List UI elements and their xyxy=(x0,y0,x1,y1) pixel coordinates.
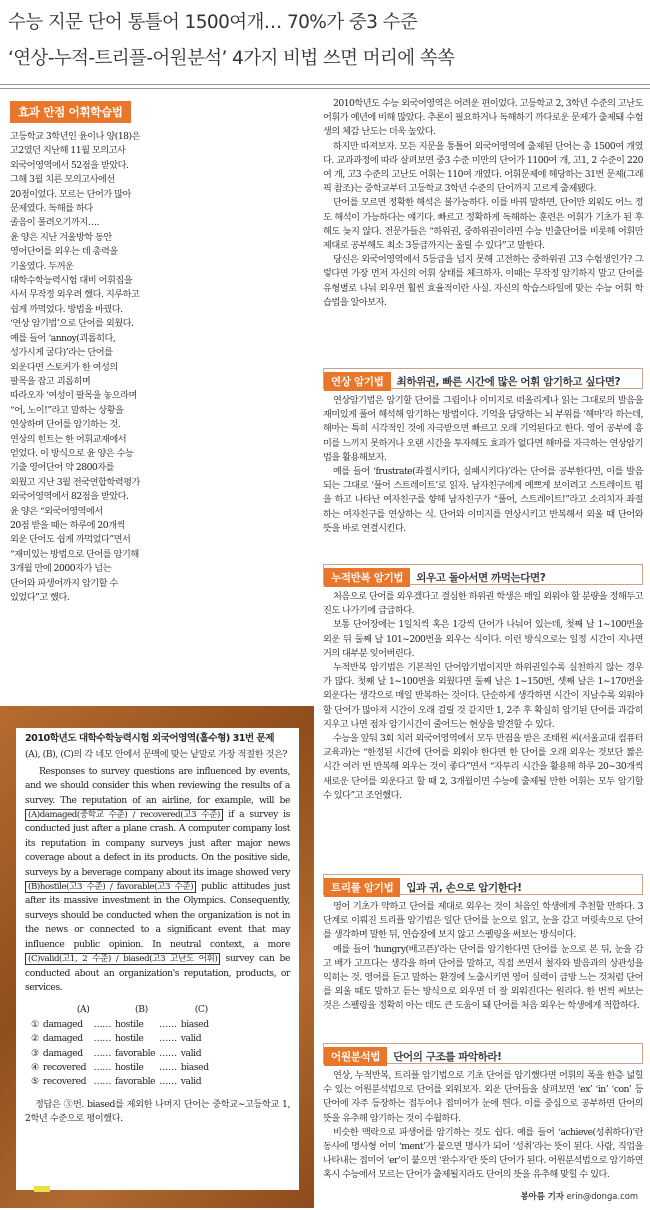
intro-text xyxy=(323,97,643,310)
sidebar-line: 있었다”고 했다. xyxy=(10,592,70,603)
sidebar-line: 예를 들어 ‘annoy(괴롭히다, xyxy=(10,332,116,344)
option-dots: …… xyxy=(93,1061,112,1073)
sidebar-line: “어, 노이!”라고 말하는 상황을 xyxy=(10,404,124,416)
section-label: 연상 암기법 xyxy=(324,372,391,391)
section-text-triple xyxy=(323,900,643,1014)
header-rule xyxy=(0,84,650,85)
passage-text: if a survey is conducted just after a plane crash. A computer company lost its reputation in company surveys just after major news coverage about a defect in its products. On the positive side, surveys by a beverage company about its image showed very xyxy=(25,809,290,878)
section-header-association xyxy=(323,368,643,389)
option-number: ① xyxy=(31,1018,39,1030)
blank-a: (A)damaged(중학교 수준) / recovered(고3 수준) xyxy=(25,809,223,821)
highlight-marker xyxy=(34,1186,50,1192)
sidebar-line: 연상의 힌트는 한 어휘교재에서 xyxy=(10,433,127,445)
blank-b: (B)hostile(고3 수준) / favorable(고3 수준) xyxy=(25,881,196,893)
section-paragraph: 영어 기초가 약하고 단어를 제대로 외우는 것이 처음인 학생에게 추천할 만하다. 3단계로 이뤄진 트리플 암기법은 일단 단어를 눈으로 읽고, 눈을 감고 머릿속으로 단어를 생각하며 말한 뒤, 연습장에 보지 않고 스펠링을 써보는 방식이다. xyxy=(323,901,643,941)
section-paragraph: 비슷한 맥락으로 파생어를 암기하는 것도 쉽다. 예를 들어 ‘achieve(성취하다)’란 동사에 명사형 어미 ‘ment’가 붙으면 명사가 되어 ‘성취’라는 뜻이 된다. 사람, 직업을 나타내는 접미어 ‘er’이 붙으면 ‘완수자’란 뜻의 단어가 된다. 어원분석법으로 암기하면 혹시 수능에서 모르는 단어가 출제될지라도 단어의 뜻을 유추해 맞힐 수 있다. xyxy=(323,1126,643,1181)
exam-question: (A), (B), (C)의 각 네모 안에서 문맥에 맞는 낱말로 가장 적절한 것은? xyxy=(25,749,288,761)
sidebar-line: 졸음이 몰려오기까지…. xyxy=(10,217,99,229)
section-title: 단어의 구조를 파악하라! xyxy=(393,1051,502,1063)
options-header: (C) xyxy=(194,1004,208,1016)
section-header-triple xyxy=(323,874,643,895)
section-header-etymology xyxy=(323,1043,643,1064)
option-number: ④ xyxy=(31,1061,39,1073)
exam-answer: 정답은 ③번. biased를 제외한 나머지 단어는 중학교∼고등학교 1, 2학년 수준으로 평이했다. xyxy=(25,1098,290,1125)
byline xyxy=(521,1190,638,1202)
options-header: (B) xyxy=(135,1004,148,1016)
option-dots: …… xyxy=(93,1018,112,1030)
sidebar-line: 윤 양은 “외국어영역에서 xyxy=(10,505,103,517)
passage-text: Responses to survey questions are influenced by events, and we should consider this when reviewing the results of a survey. The reputation of an airline, for example, will be xyxy=(25,765,290,806)
section-paragraph: 예를 들어 ‘frustrate(좌절시키다, 실패시키다)’라는 단어를 공부한다면, 이를 발음되는 그대로 ‘풀어 스트레이트’로 읽자. 남자친구에게 예쁘게 보이려고 스트레이트 펌을 하고 나타난 여자친구를 향해 남자친구가 “풀어, 스트레이트!”라고 소리치자 좌절하는 여자친구를 연상하는 식. 단어와 이미지를 연상시키고 반복해서 외울 때 단어와 뜻을 바로 연결시킨다. xyxy=(323,466,643,534)
intro-paragraph: 2010학년도 수능 외국어영역은 어려운 편이었다. 고등학교 2, 3학년 수준의 고난도 어휘가 예년에 비해 많았다. 추론이 필요하거나 독해하기 까다로운 문제가 출제돼 수험생의 체감 난도는 더욱 높았다. xyxy=(323,98,643,138)
section-paragraph: 보통 단어장에는 1일치씩 혹은 1강씩 단어가 나눠어 있는데, 첫째 날 1∼100번을 외운 뒤 둘째 날 101∼200번을 외우는 식이다. 이런 방식으로는 일정 시간이 지나면 거의 대부분 잊어버린다. xyxy=(323,619,643,659)
exam-passage xyxy=(25,765,290,996)
sidebar-text xyxy=(10,130,178,605)
answer-options xyxy=(31,1003,213,1089)
section-header-repetition xyxy=(323,564,643,585)
sidebar-line: 영어단어를 외우는 데 총력을 xyxy=(10,246,118,258)
section-text-repetition xyxy=(323,590,643,803)
option-number: ⑤ xyxy=(31,1076,39,1088)
sidebar-line: 20점 받을 때는 하루에 20개씩 xyxy=(10,519,125,531)
section-label: 누적반복 암기법 xyxy=(324,568,410,587)
sidebar-line: 그해 3월 치른 모의고사에선 xyxy=(10,174,115,186)
passage-text: survey can be conducted about an organization's reputation, products, or services. xyxy=(25,953,290,993)
sidebar-line: 기울였다. 두꺼운 xyxy=(10,260,74,272)
sidebar-line: 외웠고 지난 3월 전국연합학력평가 xyxy=(10,476,140,488)
section-text-etymology xyxy=(323,1069,643,1183)
sidebar-line: 외운다면 스토커가 한 여성의 xyxy=(10,361,118,373)
section-text-association xyxy=(323,394,643,536)
option-row xyxy=(31,1032,213,1046)
sidebar-line: 따라오자 ‘여성이 팔목을 놓으라며 xyxy=(10,390,137,402)
section-paragraph: 예를 들어 ‘hungry(배고픈)’라는 단어를 암기한다면 단어를 눈으로 본 뒤, 눈을 감고 배가 고프다는 생각을 하며 단어를 말하고, 직접 쓰면서 철자와 발음과의 상관성을 익히는 것. 영어를 듣고 말하는 환경에 노출시키면 영어 실력이 급방 느는 것처럼 단어를 외울 때도 말하고 듣는 방식으로 외우면 더 잘 외워진다는 원리다. 한 번씩 써보는 것은 스펠링을 정확히 아는 데도 큰 도움이 돼 단어를 처음 외우는 학생에게 적합하다. xyxy=(323,943,643,1012)
section-title: 외우고 돌아서면 까먹는다면? xyxy=(416,572,546,584)
option-b: hostile xyxy=(115,1018,144,1030)
sidebar-heading xyxy=(10,101,137,123)
sidebar-line: 단어와 파생어까지 암기할 수 xyxy=(10,577,118,589)
sidebar-line: 고2였던 지난해 11월 모의고사 xyxy=(10,145,126,157)
option-a: damaged xyxy=(42,1018,83,1030)
section-paragraph: 누적반복 암기법은 기본적인 단어암기법이지만 하위권일수록 실천하지 않는 경우가 많다. 첫째 날 1∼100번을 외웠다면 둘째 날은 1∼150번, 셋째 날은 1∼170번을 외운다는 생각으로 매일 반복하는 것이다. 단순하게 생각하면 시간이 지날수록 외워야 할 단어가 많아져 시간이 오래 걸릴 것 같지만 1, 2주 후 확실히 암기된 단어를 과감히 지우고 나면 점차 암기시간이 줄어드는 현상을 발견할 수 있다. xyxy=(323,662,643,730)
option-dots: …… xyxy=(159,1076,177,1088)
section-paragraph: 처음으로 단어를 외우겠다고 결심한 하위권 학생은 매일 외워야 할 분량을 정해두고 진도 나가기에 급급하다. xyxy=(323,591,643,617)
sidebar-line: 외국어영역에서 52점을 받았다. xyxy=(10,159,129,171)
section-paragraph: 연상암기법은 암기할 단어를 그림이나 이미지로 떠올리게나 읽는 그대로의 발음을 재미있게 풀어 해석해 암기하는 방법이다. 기억을 담당하는 뇌 부위를 ‘해마’라 하는데, 해마는 특히 시각적인 것에 자극받으면 빠르고 오래 기억된다고 한다. 영어 공부에 흥미를 느끼지 못하거나 오랜 시간을 투자해도 효과가 없다면 해마를 자극하는 연상암기법을 활용해보자. xyxy=(323,395,643,463)
sidebar-line: 외국어영역에서 82점을 받았다. xyxy=(10,491,129,503)
options-header-row xyxy=(31,1003,213,1017)
intro-paragraph: 당신은 외국어영역에서 5등급을 넘지 못해 고전하는 중하위권 고3 수험생인가? 그렇다면 가장 먼저 자신의 어휘 상태를 체크하자. 이때는 무작정 암기하지 말고 단어를 유형별로 나눠 외우면 훨씬 효율적이란 사실. 자신의 학습스타일에 맞는 수능 어휘 학습법을 알아보자. xyxy=(323,254,643,308)
option-c: valid xyxy=(180,1076,202,1088)
section-paragraph: 연상, 누적반복, 트리플 암기법으로 기초 단어를 암기했다면 어휘의 폭을 한층 넓힐 수 있는 어원분석법으로 단어를 외워보자. 외운 단어들을 살펴보면 ‘ex’ ‘in’ ‘con’ 등 단어에 자주 등장하는 접두어나 접미어가 눈에 띈다. 이를 중심으로 공부하면 단어의 뜻을 유추해 암기하는 것이 수월하다. xyxy=(323,1070,643,1124)
exam-title: 2010학년도 대학수학능력시험 외국어영역(홀수형) 31번 문제 xyxy=(25,733,275,744)
section-title: 입과 귀, 손으로 암기한다! xyxy=(406,882,522,894)
sidebar-line: 윤 양은 지난 겨울방학 동안 xyxy=(10,231,112,243)
section-paragraph: 수능을 앞둬 3회 치러 외국어영역에서 모두 만점을 받은 조태원 씨(서울교대 컴퓨터교육과)는 “한정된 시간에 단어를 외워야 한다면 한 단어를 오래 외우는 것보단 짧은 시간 여러 번 반복해 외우는 것이 좋다”면서 “자투리 시간을 활용해 하루 20∼30개씩 새로운 단어를 외운다고 할 때 2, 3개월이면 수능에 출제될 만한 어휘는 모두 암기할 수 있다”고 조언했다. xyxy=(323,733,643,801)
sidebar-line: 문제였다. 독해를 하다 xyxy=(10,203,93,215)
sidebar-line: 3개월 만에 2000자가 넘는 xyxy=(10,563,111,575)
sidebar-line: 사서 무작정 외우려 했다. 지루하고 xyxy=(10,289,140,301)
option-c: valid xyxy=(180,1047,202,1059)
option-c: biased xyxy=(180,1018,209,1030)
option-b: hostile xyxy=(115,1061,144,1073)
option-dots: …… xyxy=(159,1033,177,1045)
option-c: valid xyxy=(180,1033,202,1045)
option-dots: …… xyxy=(93,1033,112,1045)
sidebar-line: “재미있는 방법으로 단어를 암기해 xyxy=(10,548,139,560)
intro-paragraph: 하지만 따져보자. 모든 지문을 통틀어 외국어영역에 출제된 단어는 총 1500여 개였다. 교과과정에 따라 살펴보면 중3 수준 미만의 단어가 1100여 개, 고1, 2 수준이 220여 개, 고3 수준의 고난도 어휘는 110여 개였다. 어휘문제에 해당하는 31번 문제(그래픽 참조)는 중학교부터 고등학교 3학년 수준의 단어까지 고르게 출제됐다. xyxy=(323,140,643,195)
section-label: 어원분석법 xyxy=(324,1047,387,1066)
sidebar-line: 팔목을 잡고 괴롭히며 xyxy=(10,375,91,387)
exam-question-box xyxy=(16,728,299,1190)
sidebar-line: 20점이었다. 모르는 단어가 많아 xyxy=(10,188,131,200)
options-header: (A) xyxy=(76,1004,90,1016)
sidebar-label: 효과 만점 어휘학습법 xyxy=(10,101,131,123)
reporter-name: 봉아름 기자 xyxy=(520,1191,564,1201)
option-a: damaged xyxy=(42,1047,83,1059)
option-number: ③ xyxy=(31,1047,39,1059)
headline-line-2: ‘연상-누적-트리플-어원분석’ 4가지 비법 쓰면 머리에 쏙쏙 xyxy=(8,48,455,69)
option-a: damaged xyxy=(42,1033,83,1045)
option-b: favorable xyxy=(115,1047,156,1059)
option-a: recovered xyxy=(42,1076,87,1088)
sidebar-line: 기출 영어단어 약 2800자를 xyxy=(10,462,115,474)
option-dots: …… xyxy=(93,1076,112,1088)
header-rule xyxy=(0,88,650,89)
option-number: ② xyxy=(31,1033,39,1045)
option-b: hostile xyxy=(115,1033,144,1045)
headline-line-1: 수능 지문 단어 통틀어 1500여개… 70%가 중3 수준 xyxy=(8,12,418,33)
section-title: 최하위권, 빠른 시간에 많은 어휘 암기하고 싶다면? xyxy=(396,376,621,388)
option-row xyxy=(31,1018,213,1032)
section-label: 트리플 암기법 xyxy=(324,878,400,897)
option-a: recovered xyxy=(42,1061,87,1073)
option-row xyxy=(31,1061,213,1075)
sidebar-line: 외운 단어도 쉽게 까먹었다”면서 xyxy=(10,534,131,546)
option-b: favorable xyxy=(115,1076,156,1088)
sidebar-line: 대학수학능력시험 대비 어휘집을 xyxy=(10,275,133,287)
option-dots: …… xyxy=(159,1018,177,1030)
sidebar-line: 고등학교 3학년인 윤이나 양(18)은 xyxy=(10,131,140,142)
sidebar-line: ‘연상 암기법’으로 단어를 외웠다. xyxy=(10,318,134,330)
option-c: biased xyxy=(180,1061,209,1073)
option-row xyxy=(31,1075,213,1089)
blank-c: (C)valid(고1, 2 수준) / biased(고3 고난도 어휘) xyxy=(25,953,220,965)
sidebar-line: 성가시게 굴다)’라는 단어를 xyxy=(10,347,113,359)
intro-paragraph: 단어를 모르면 정확한 해석은 불가능하다. 이를 바꿔 말하면, 단어만 외워도 어느 정도 해석이 가능하다는 얘기다. 빠르고 정확하게 독해하는 훈련은 어휘가 기초가 된 후 해도 늦지 않다. 전문가들은 “하위권, 중하위권이라면 수능 빈출단어를 비롯해 어휘만 제대로 공부해도 최소 3등급까지는 올릴 수 있다”고 말한다. xyxy=(323,197,643,252)
reporter-email: erin@donga.com xyxy=(566,1191,638,1201)
sidebar-line: 얻었다. 이 방식으로 윤 양은 수능 xyxy=(10,447,134,459)
sidebar-line: 연상하며 단어를 암기하는 것. xyxy=(10,419,121,431)
option-dots: …… xyxy=(93,1047,112,1059)
sidebar-line: 쉽게 까먹었다. 방법을 바꿨다. xyxy=(10,303,123,315)
option-dots: …… xyxy=(159,1061,177,1073)
option-row xyxy=(31,1047,213,1061)
passage-text: public attitudes just after its massive investment in the Olympics. Consequently, surveys should be conducted when the organization is not in the news or connected to a significant event that may influence public opinion. In neutral context, a more xyxy=(25,881,290,950)
option-dots: …… xyxy=(159,1047,177,1059)
